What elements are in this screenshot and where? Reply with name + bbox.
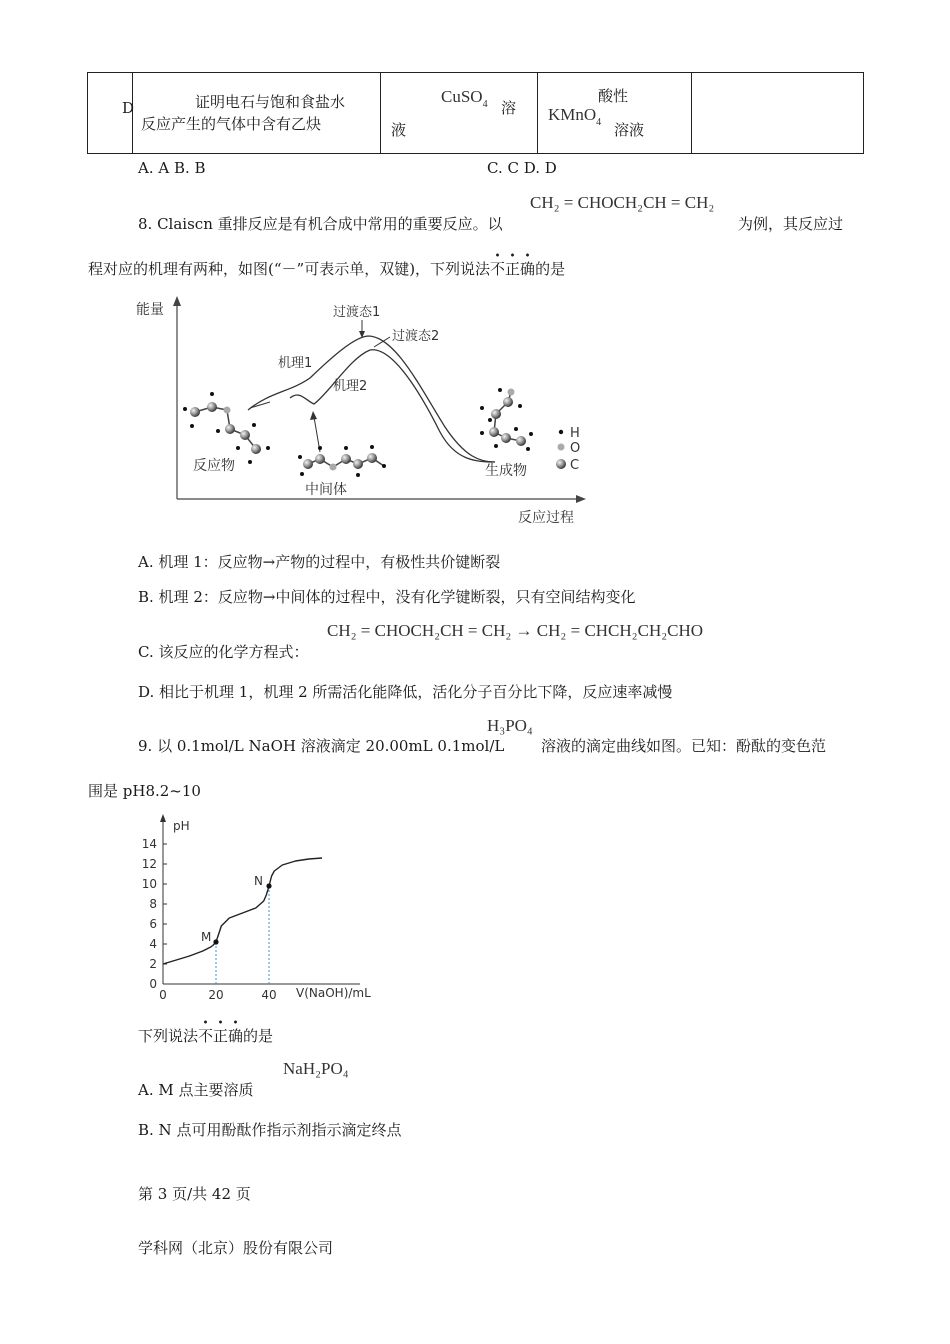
x-axis-arrow <box>576 495 586 503</box>
q8-intro: 8. Claiscn 重排反应是有机合成中常用的重要反应。以 <box>138 215 503 233</box>
reactant-label: 反应物 <box>193 458 235 474</box>
q9-line2: 围是 pH8.2~10 <box>88 782 201 800</box>
q9-intro: 9. 以 0.1mol/L NaOH 溶液滴定 20.00mL 0.1mol/L <box>138 737 505 755</box>
experiment-line-1: 证明电石与饱和食盐水 <box>195 93 346 111</box>
y-tick-label: 8 <box>149 897 157 911</box>
hydrogen-legend-icon <box>559 430 563 434</box>
carbon-legend-icon <box>556 459 566 469</box>
y-tick-label: 10 <box>141 877 157 891</box>
q8-emphasis: 不正确 <box>490 252 535 278</box>
chart-curve <box>163 858 322 964</box>
q9-stem <box>138 1025 273 1046</box>
point-label-m: M <box>201 930 212 944</box>
y-tick-label: 2 <box>149 957 157 971</box>
intermediate-molecule-icon <box>298 445 386 477</box>
q9-option-b: B. N 点可用酚酞作指示剂指示滴定终点 <box>138 1121 402 1139</box>
reagent1-formula: CuSO$_4$ <box>441 87 488 110</box>
product-label: 生成物 <box>485 463 527 479</box>
q9-formula: H₃PO₄ <box>487 716 533 735</box>
titration-curve <box>163 858 322 964</box>
q7-options-ab: A. A B. B <box>138 159 206 177</box>
q9-stem-end: 的是 <box>243 1027 274 1045</box>
point-m <box>213 939 218 944</box>
q8-line2-end: 的是 <box>535 260 566 278</box>
y-axis-arrow <box>173 296 181 306</box>
x-tick-label: 20 <box>208 988 224 1002</box>
table-cell-experiment <box>133 73 381 153</box>
ts2-label: 过渡态2 <box>392 329 440 344</box>
q9-option-a: A. M 点主要溶质 <box>138 1081 254 1099</box>
point-n <box>266 883 271 888</box>
ts1-label: 过渡态1 <box>333 305 381 320</box>
product-molecule-icon <box>480 388 533 451</box>
intermediate-label: 中间体 <box>305 482 347 498</box>
experiment-line-2: 反应产生的气体中含有乙炔 <box>141 115 322 133</box>
energy-diagram <box>130 292 600 532</box>
q8-line2-text: 程对应的机理有两种，如图(“－”可表示单，双键)，下列说法 <box>88 260 491 278</box>
mechanism-2-label: 机理2 <box>333 379 368 394</box>
y-tick-label: 12 <box>141 857 157 871</box>
chart-points <box>201 874 272 984</box>
table-cell-reagent2 <box>538 73 692 153</box>
x-axis-label: V(NaOH)/mL <box>296 986 371 1000</box>
q8-option-c-formula: CH₂ = CHOCH₂CH = CH₂ → CH₂ = CHCH₂CH₂CHO <box>327 621 704 640</box>
ts2-pointer <box>374 337 390 347</box>
y-tick-label: 6 <box>149 917 157 931</box>
option-table <box>87 72 864 154</box>
atom-legend <box>556 426 580 473</box>
x-tick-label: 40 <box>261 988 277 1002</box>
q9-stem-text: 下列说法 <box>138 1027 199 1045</box>
q8-intro-end: 为例，其反应过 <box>738 215 844 233</box>
y-tick-label: 0 <box>149 977 157 991</box>
page-number: 第 3 页/共 42 页 <box>138 1185 251 1203</box>
q8-option-c: C. 该反应的化学方程式： <box>138 643 309 661</box>
mechanism-1-curve <box>248 336 495 462</box>
reagent2-suffix: 溶液 <box>614 121 645 139</box>
y-tick-label: 4 <box>149 937 157 951</box>
titration-chart <box>138 812 388 1007</box>
oxygen-legend-icon <box>558 444 565 451</box>
x-axis-label: 反应过程 <box>518 510 574 526</box>
q7-options-cd: C. C D. D <box>487 159 557 177</box>
y-tick-label: 14 <box>141 837 157 851</box>
q8-option-a: A. 机理 1：反应物→产物的过程中，有极性共价键断裂 <box>138 553 501 571</box>
q8-option-d: D. 相比于机理 1，机理 2 所需活化能降低，活化分子百分比下降，反应速率减慢 <box>138 683 673 701</box>
chart-axes <box>160 814 371 1000</box>
q8-formula: CH₂ = CHOCH₂CH = CH₂ <box>530 193 715 212</box>
table-cell-label <box>88 73 133 153</box>
reagent1-suffix: 溶 <box>501 99 517 117</box>
q8-option-b: B. 机理 2：反应物→中间体的过程中，没有化学键断裂，只有空间结构变化 <box>138 588 636 606</box>
mechanism-2-curve <box>290 350 495 462</box>
mechanism-1-label: 机理1 <box>278 356 313 371</box>
legend-c: C <box>570 458 580 473</box>
q9-option-a-formula: NaH₂PO₄ <box>283 1059 349 1078</box>
row-label: D <box>122 99 135 117</box>
y-axis-label: pH <box>173 819 190 833</box>
q9-emphasis: 不正确 <box>198 1019 243 1045</box>
company-name: 学科网（北京）股份有限公司 <box>138 1239 334 1257</box>
q9-intro-end: 溶液的滴定曲线如图。已知：酚酞的变色范 <box>541 737 827 755</box>
q8-line2 <box>88 258 565 279</box>
reagent2-line1: 酸性 <box>598 87 629 105</box>
reagent1-line2: 液 <box>391 121 407 139</box>
reactant-pointer <box>250 402 270 408</box>
legend-o: O <box>570 441 581 456</box>
y-axis-label: 能量 <box>136 302 164 318</box>
reagent2-formula: KMnO$_4$ <box>548 105 602 128</box>
intermediate-pointer-head <box>310 411 317 420</box>
table-cell-reagent1 <box>381 73 538 153</box>
table-cell-empty <box>692 73 863 153</box>
chart-ticks <box>142 837 277 1002</box>
point-label-n: N <box>254 874 263 888</box>
legend-h: H <box>570 426 580 441</box>
x-tick-label: 0 <box>159 988 167 1002</box>
y-axis-arrow <box>160 814 166 822</box>
